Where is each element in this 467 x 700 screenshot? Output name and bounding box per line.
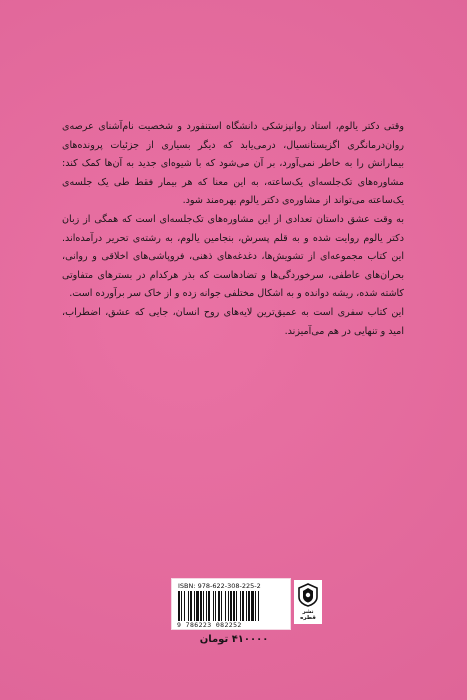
blurb-paragraph: این کتاب سفری است به عمیق‌ترین لایه‌های روح انسان، جایی که عشق، اضطراب، امید و تنهایی در هم می‌آمیزند. xyxy=(62,306,404,337)
barcode-digits: 9 786223 082252 xyxy=(177,621,242,629)
blurb-paragraph: به وقت عشق داستان تعدادی از این مشاوره‌های تک‌جلسه‌ای است که همگی از زبان دکتر یالوم روایت شده و به قلم پسرش، بنجامین یالوم، به رشته‌ی تحریر درآمده‌اند. این کتاب مجموعه‌ای از تشویش‌ها، دغدغه‌های ذهنی، فروپاشی‌های اخلاقی و روانی، بحران‌های عاطفی، سرخوردگی‌ها و تضادهاست که بذر هرکدام در بسترهای متفاوتی کاشته شده، ریشه دوانده و به اشکال مختلفی جوانه زده و از خاک سر برآورده است. xyxy=(62,213,404,300)
publisher-logo xyxy=(294,580,322,624)
publisher-logo-icon xyxy=(297,583,319,607)
publisher-name: نشر قطره xyxy=(300,609,316,621)
price-label: ۴۱۰۰۰۰ تومان xyxy=(199,634,269,645)
blurb-paragraph: وقتی دکتر یالوم، استاد روانپزشکی دانشگاه استنفورد و شخصیت نام‌آشنای عرصه‌ی روان‌درمانگری اگزیستانسیال، درمی‌یابد که دیگر بسیاری از جزئیات پرونده‌های بیمارانش را به خاطر نمی‌آورد، بر آن می‌شود که با شیوه‌ای جدید به آن‌ها کمک کند: مشاوره‌های تک‌جلسه‌ای یک‌ساعته، به این معنا که هر بیمار فقط طی یک جلسه‌ی یک‌ساعته می‌تواند از مشاوره‌ی دکتر یالوم بهره‌مند شود. xyxy=(62,121,404,207)
blurb-text xyxy=(62,118,404,341)
isbn-barcode xyxy=(171,578,291,630)
barcode-icon xyxy=(178,591,284,621)
isbn-label: ISBN: 978-622-308-225-2 xyxy=(178,582,261,590)
